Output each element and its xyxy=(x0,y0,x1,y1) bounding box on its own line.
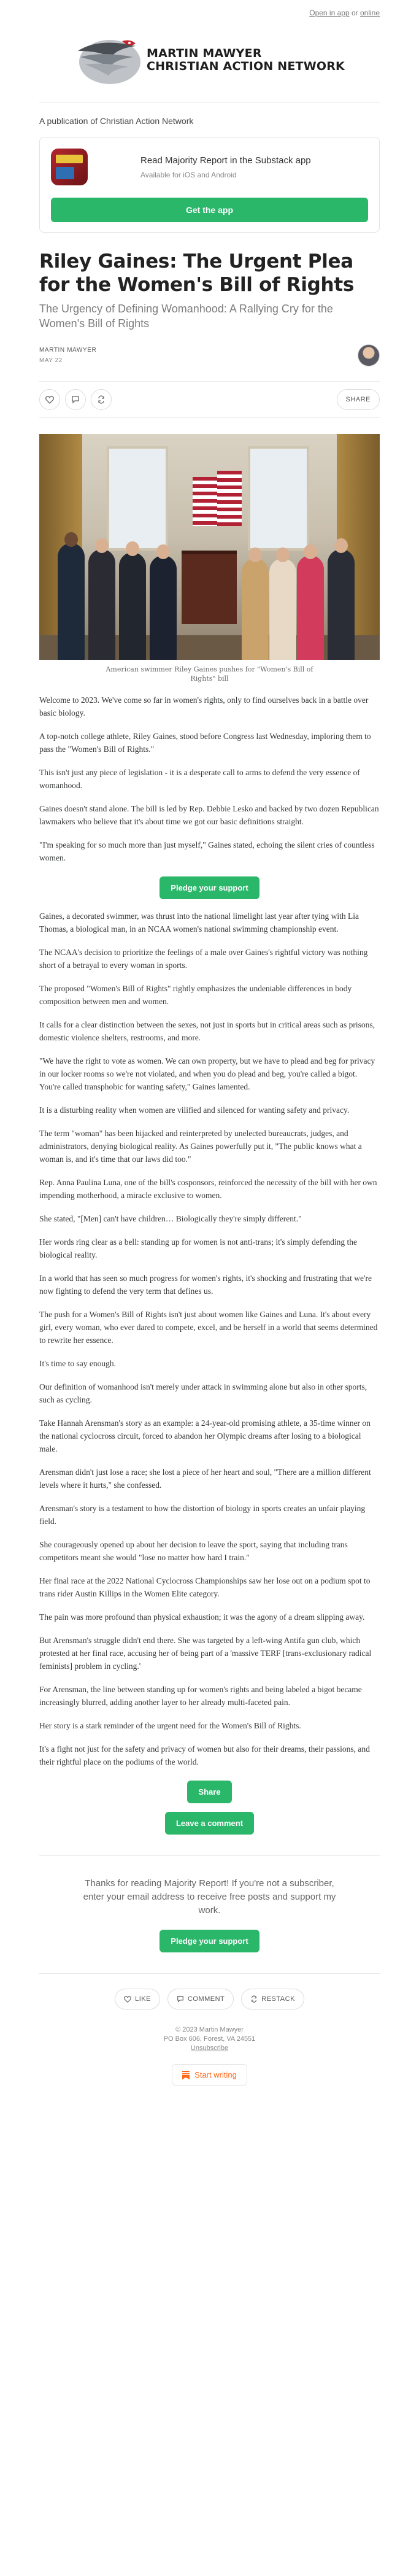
article-title[interactable]: Riley Gaines: The Urgent Plea for the Women's Bill of Rights xyxy=(39,250,354,296)
paragraph: The NCAA's decision to prioritize the feelings of a male over Gaines's rightful victory was nothing short of a betrayal to every woman in sports. xyxy=(39,948,368,970)
restack-label: RESTACK xyxy=(261,1995,295,2003)
person xyxy=(328,549,355,660)
app-icon-block xyxy=(56,167,74,179)
footer-copyright: © 2023 Martin Mawyer xyxy=(175,2026,244,2033)
comment-pill-button[interactable] xyxy=(167,1989,234,2009)
majority-report-app-icon xyxy=(51,149,88,185)
top-action-bar xyxy=(39,381,380,418)
open-in-app-link[interactable]: Open in app xyxy=(309,9,350,17)
comment-bubble-icon xyxy=(177,1995,184,2003)
podium xyxy=(182,551,237,624)
app-promo-row xyxy=(51,149,368,185)
unsubscribe-link[interactable]: Unsubscribe xyxy=(190,2044,229,2052)
start-writing-label: Start writing xyxy=(194,2070,237,2079)
comment-label: COMMENT xyxy=(187,1995,225,2003)
article-body-b xyxy=(39,910,380,1768)
person xyxy=(58,543,85,660)
restack-button[interactable] xyxy=(91,389,112,410)
share-button[interactable]: Share xyxy=(187,1781,231,1803)
publication-line: A publication of Christian Action Network xyxy=(39,116,194,126)
person xyxy=(242,559,269,660)
heart-icon xyxy=(124,1996,131,2003)
author-avatar[interactable] xyxy=(358,344,380,366)
pledge-support-button[interactable]: Pledge your support xyxy=(160,876,259,899)
person-head xyxy=(64,532,78,547)
author-name[interactable]: MARTIN MAWYER xyxy=(39,347,97,354)
content-column xyxy=(39,0,380,2086)
masthead-logo[interactable] xyxy=(74,33,345,88)
person xyxy=(150,555,177,660)
paragraph: It's time to say enough. xyxy=(39,1359,117,1368)
thanks-cta xyxy=(39,1930,380,1952)
article-subtitle: The Urgency of Defining Womanhood: A Rallying Cry for the Women's Bill of Rights xyxy=(39,303,333,330)
heart-icon xyxy=(45,396,54,404)
paragraph: The term "woman" has been hijacked and reinterpreted by unelected bureaucrats, judges, and administrators, denying biological reality. As Gaines powerfully put it, "The public knows what a woman is, and it's time that our laws did too." xyxy=(39,1129,362,1164)
restack-icon xyxy=(250,1995,258,2003)
flag-2 xyxy=(217,471,242,526)
top-circle-buttons xyxy=(39,389,112,410)
thanks-message: Thanks for reading Majority Report! If you're not a subscriber, enter your email address to receive free posts and support my work. xyxy=(83,1878,336,1916)
masthead-line-2: CHRISTIAN ACTION NETWORK xyxy=(147,60,345,73)
paragraph: Arensman didn't just lose a race; she lost a piece of her heart and soul, "There are a million different levels where it hurts," she confessed. xyxy=(39,1468,371,1490)
paragraph: Gaines doesn't stand alone. The bill is led by Rep. Debbie Lesko and backed by two dozen Republican lawmakers who believe that it's about time we got our basic definitions straight. xyxy=(39,804,379,826)
leave-comment-button[interactable]: Leave a comment xyxy=(165,1812,254,1835)
byline-text xyxy=(39,347,96,364)
substack-logo-icon xyxy=(182,2071,190,2079)
paragraph: The proposed "Women's Bill of Rights" rightly emphasizes the undeniable differences in body composition between men and women. xyxy=(39,984,352,1006)
start-writing-button[interactable] xyxy=(172,2064,247,2086)
masthead-title xyxy=(147,47,345,73)
person xyxy=(297,555,324,660)
paragraph: Arensman's story is a testament to how the distortion of biology in sports creates an unfair playing field. xyxy=(39,1504,366,1526)
paragraph: Her story is a stark reminder of the urgent need for the Women's Bill of Rights. xyxy=(39,1721,301,1730)
paragraph: Our definition of womanhood isn't merely under attack in swimming alone but also in other sports, such as cycling. xyxy=(39,1382,367,1404)
share-cta xyxy=(39,1781,380,1803)
article-body-a xyxy=(39,694,380,864)
restack-icon xyxy=(97,395,106,404)
person-head xyxy=(156,544,170,559)
share-button-top[interactable]: SHARE xyxy=(337,389,380,410)
footer xyxy=(39,2025,380,2053)
paragraph: "I'm speaking for so much more than just myself," Gaines stated, echoing the silent cries of countless women. xyxy=(39,840,375,862)
view-online-link[interactable]: online xyxy=(359,9,380,17)
window-right xyxy=(248,446,309,551)
masthead[interactable] xyxy=(39,18,380,102)
app-promo-copy xyxy=(88,155,368,179)
paragraph: Rep. Anna Paulina Luna, one of the bill's cosponsors, reinforced the necessity of the bill with her own impending motherhood, a miracle exclusive to women. xyxy=(39,1178,377,1200)
person-head xyxy=(126,541,139,556)
bottom-action-bar xyxy=(39,1989,380,2009)
like-button[interactable] xyxy=(39,389,60,410)
top-links xyxy=(39,0,380,18)
publish-date: MAY 22 xyxy=(39,357,63,364)
paragraph: She stated, "[Men] can't have children… Biologically they're simply different." xyxy=(39,1214,302,1223)
comment-bubble-icon xyxy=(71,395,80,404)
person-head xyxy=(95,538,109,553)
byline xyxy=(39,342,380,369)
footer-address: PO Box 606, Forest, VA 24551 xyxy=(163,2035,256,2043)
restack-pill-button[interactable] xyxy=(241,1989,304,2009)
paragraph: In a world that has seen so much progress for women's rights, it's shocking and frustrating that we're now fighting to defend the very term that defines us. xyxy=(39,1274,372,1296)
person-head xyxy=(304,544,317,559)
paragraph: It's a fight not just for the safety and privacy of women but also for their dreams, their passions, and their rightful place on the podiums of the world. xyxy=(39,1744,370,1766)
paragraph: The push for a Women's Bill of Rights isn't just about women like Gaines and Luna. It's about every girl, every woman, who ever dared to compete, excel, and be herself in a world that seems determined to rewrite her essence. xyxy=(39,1310,378,1345)
app-promo-title: Read Majority Report in the Substack app xyxy=(140,155,311,166)
footer-divider xyxy=(39,1973,380,1974)
get-the-app-button[interactable]: Get the app xyxy=(51,198,368,222)
app-icon-banner xyxy=(56,155,83,163)
person xyxy=(269,559,296,660)
app-promo-subtitle: Available for iOS and Android xyxy=(140,170,237,179)
paragraph: It calls for a clear distinction between the sexes, not just in sports but in critical areas such as prisons, domestic violence shelters, restrooms, and more. xyxy=(39,1020,375,1042)
person-head xyxy=(248,547,262,562)
window-left xyxy=(107,446,168,551)
paragraph: It is a disturbing reality when women are vilified and silenced for wanting safety and privacy. xyxy=(39,1105,350,1115)
paragraph: "We have the right to vote as women. We can own property, but we have to plead and beg for privacy in our locker rooms so we're not violated, and when you do plead and beg, you're called a bigot. You're called transphobic for wanting safety," Gaines lamented. xyxy=(39,1056,375,1091)
person xyxy=(119,552,146,660)
pledge-support-button-bottom[interactable]: Pledge your support xyxy=(160,1930,259,1952)
paragraph: Her words ring clear as a bell: standing up for women is not anti-trans; it's simply defending the biological reality. xyxy=(39,1237,357,1259)
image-caption: American swimmer Riley Gaines pushes for "Women's Bill of Rights" bill xyxy=(106,665,313,683)
section-divider xyxy=(39,1855,380,1856)
paragraph: Welcome to 2023. We've come so far in women's rights, only to find ourselves back in a battle over basic biology. xyxy=(39,695,369,717)
start-writing-wrap xyxy=(39,2064,380,2086)
paragraph: But Arensman's struggle didn't end there. She was targeted by a left-wing Antifa gun club, which protested at her final race, accusing her of being part of a 'massive TERF [trans-exclusionary radical feminists] problem in cycling.' xyxy=(39,1636,372,1671)
masthead-line-1: MARTIN MAWYER xyxy=(147,47,262,60)
comment-cta xyxy=(39,1812,380,1835)
comment-button[interactable] xyxy=(65,389,86,410)
paragraph: She courageously opened up about her decision to leave the sport, saying that including trans competitors meant she would "lose no matter how hard I train." xyxy=(39,1540,348,1562)
paragraph: A top-notch college athlete, Riley Gaines, stood before Congress last Wednesday, imploring them to pass the "Women's Bill of Rights." xyxy=(39,732,371,754)
paragraph: Gaines, a decorated swimmer, was thrust into the national limelight last year after tying with Lia Thomas, a biological man, in an NCAA women's national swimming championship event. xyxy=(39,911,359,934)
top-links-separator: or xyxy=(349,9,360,17)
person-head xyxy=(334,538,348,553)
pledge-cta xyxy=(39,876,380,899)
like-pill-button[interactable] xyxy=(115,1989,160,2009)
eagle-logo-icon xyxy=(74,33,142,88)
person-head xyxy=(276,547,290,562)
like-label: LIKE xyxy=(135,1995,151,2003)
paragraph: Her final race at the 2022 National Cyclocross Championships saw her lose out on a podium spot to trans rider Austin Killips in the Women Elite category. xyxy=(39,1576,371,1598)
paragraph: Take Hannah Arensman's story as an example: a 24-year-old promising athlete, a 35-time winner on the national cyclocross circuit, forced to abandon her Olympic dreams after losing to a biological male. xyxy=(39,1418,371,1453)
flag-1 xyxy=(193,477,217,526)
paragraph: This isn't just any piece of legislation - it is a desperate call to arms to defend the very essence of womanhood. xyxy=(39,768,360,790)
person xyxy=(88,549,115,660)
article-image[interactable] xyxy=(39,434,380,660)
paragraph: For Arensman, the line between standing up for women's rights and being labeled a bigot became increasingly blurred, adding another layer to her already multi-faceted pain. xyxy=(39,1685,362,1707)
paragraph: The pain was more profound than physical exhaustion; it was the agony of a dream slipping away. xyxy=(39,1612,365,1622)
app-promo-card xyxy=(39,137,380,233)
